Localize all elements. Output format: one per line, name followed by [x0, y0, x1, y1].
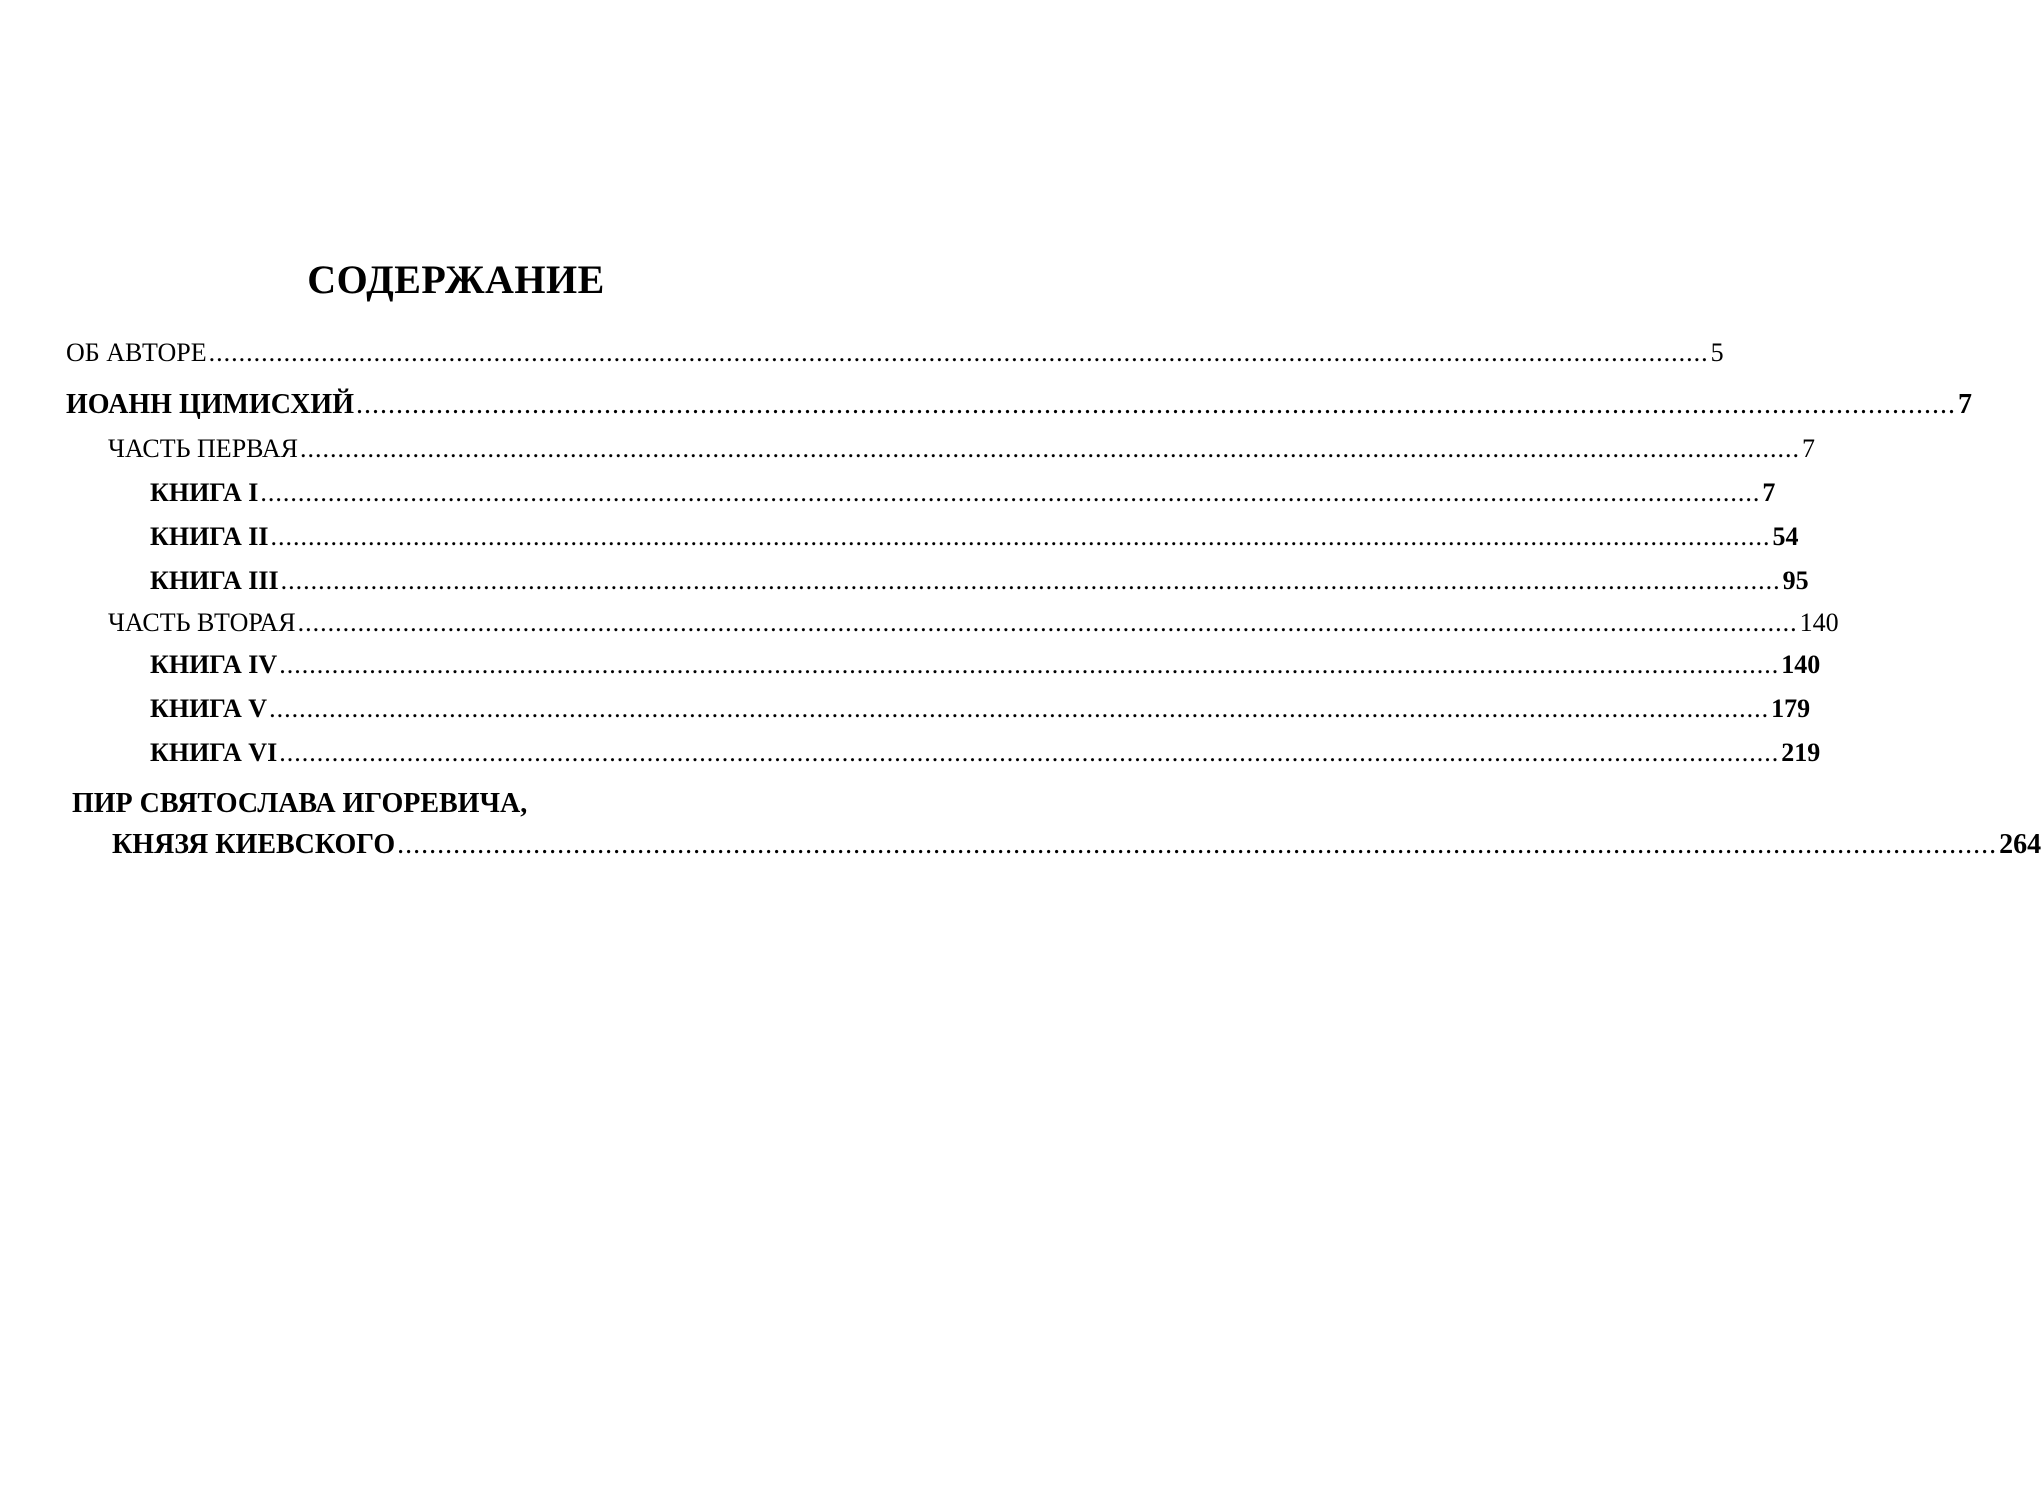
- toc-entry-page: 7: [1801, 434, 1815, 463]
- toc-entry-book-3: [150, 564, 1809, 598]
- toc-entry-part-two: [108, 606, 1839, 640]
- toc-entry-label: КНИГА II: [150, 522, 269, 551]
- toc-entry-pir-svyatoslava: [112, 828, 2041, 862]
- toc-entry-label: КНИГА V: [150, 694, 268, 723]
- page-title: СОДЕРЖАНИЕ: [307, 257, 605, 302]
- toc-entry-page: 179: [1771, 694, 1811, 723]
- toc-entry-label: КНИГА I: [150, 478, 259, 507]
- toc-entry-label: КНЯЗЯ КИЕВСКОГО: [112, 829, 396, 860]
- toc-entry-label: ОБ АВТОРЕ: [66, 338, 207, 367]
- toc-entry-label: КНИГА IV: [150, 650, 278, 679]
- dot-leader: ........................................................................................................................................................................................................: [279, 738, 1780, 767]
- toc-entry-page: 140: [1799, 608, 1839, 637]
- dot-leader: ........................................................................................................................................................................................................: [299, 434, 1800, 463]
- dot-leader: ........................................................................................................................................................................................................: [355, 389, 1956, 420]
- dot-leader: ........................................................................................................................................................................................................: [397, 829, 1998, 860]
- dot-leader: ........................................................................................................................................................................................................: [208, 338, 1709, 367]
- toc-entry-page: 7: [1957, 389, 1972, 420]
- toc-entry-pir-svyatoslava-line1: ПИР СВЯТОСЛАВА ИГОРЕВИЧА,: [72, 788, 528, 819]
- toc-entry-page: 5: [1710, 338, 1724, 367]
- dot-leader: ........................................................................................................................................................................................................: [279, 650, 1780, 679]
- toc-entry-label: КНИГА III: [150, 566, 279, 595]
- toc-entry-page: 219: [1781, 738, 1821, 767]
- toc-entry-page: 264: [1999, 829, 2041, 860]
- dot-leader: ........................................................................................................................................................................................................: [270, 522, 1771, 551]
- toc-entry-about-author: [66, 336, 1724, 370]
- toc-entry-page: 95: [1782, 566, 1809, 595]
- toc-entry-page: 54: [1772, 522, 1799, 551]
- toc-entry-book-2: [150, 520, 1799, 554]
- toc-entry-book-5: [150, 692, 1811, 726]
- toc-entry-page: 140: [1781, 650, 1821, 679]
- dot-leader: ........................................................................................................................................................................................................: [269, 694, 1770, 723]
- dot-leader: ........................................................................................................................................................................................................: [280, 566, 1781, 595]
- toc-entry-label: КНИГА VI: [150, 738, 278, 767]
- toc-entry-ioann-tsimiskhiy: [66, 388, 1972, 422]
- toc-entry-label: ЧАСТЬ ПЕРВАЯ: [108, 434, 298, 463]
- dot-leader: ........................................................................................................................................................................................................: [260, 478, 1761, 507]
- toc-entry-part-one: [108, 432, 1815, 466]
- toc-entry-book-1: [150, 476, 1776, 510]
- toc-entry-book-4: [150, 648, 1821, 682]
- dot-leader: ........................................................................................................................................................................................................: [297, 608, 1798, 637]
- toc-entry-book-6: [150, 736, 1821, 770]
- toc-entry-label: ИОАНН ЦИМИСХИЙ: [66, 389, 354, 420]
- toc-entry-page: 7: [1762, 478, 1776, 507]
- toc-entry-label: ЧАСТЬ ВТОРАЯ: [108, 608, 296, 637]
